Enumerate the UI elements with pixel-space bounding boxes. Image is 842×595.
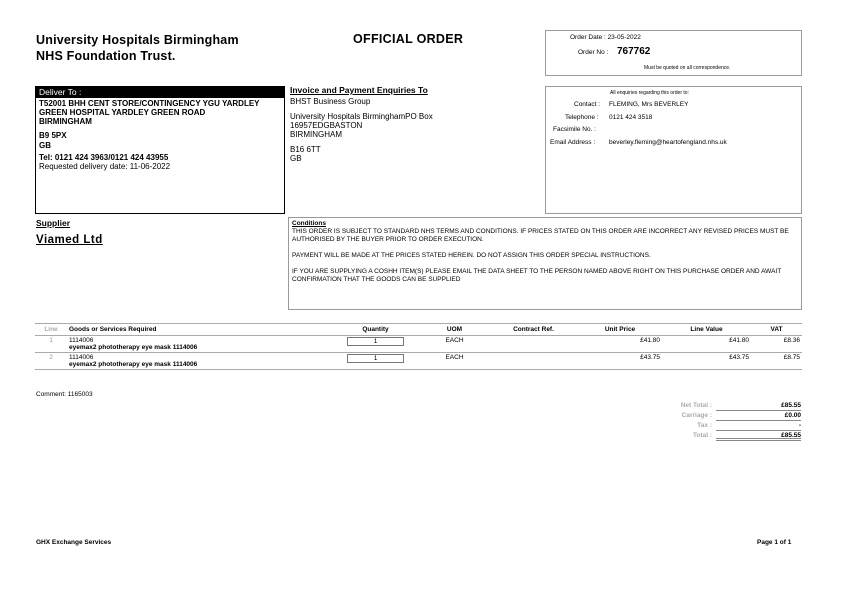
invoice-box	[288, 86, 544, 214]
invoice-city: BIRMINGHAM	[290, 130, 342, 139]
grand-total-label: Total :	[692, 432, 712, 439]
carriage-label: Carriage :	[681, 412, 712, 419]
net-total-label: Net Total :	[680, 402, 712, 409]
deliver-country: GB	[39, 141, 51, 150]
row-line-value: £41.80	[662, 336, 751, 353]
email-label: Email Address :	[550, 139, 596, 146]
supplier-name: Viamed Ltd	[36, 234, 103, 246]
col-goods: Goods or Services Required	[67, 324, 331, 336]
deliver-address-line: T52001 BHH CENT STORE/CONTINGENCY YGU YARDLEY GREEN HOSPITAL YARDLEY GREEN ROAD	[39, 99, 260, 117]
document-title: OFFICIAL ORDER	[353, 32, 464, 46]
row-goods	[67, 336, 331, 353]
conditions-heading: Conditions	[292, 220, 326, 227]
row-unit-price: £41.80	[578, 336, 662, 353]
organisation-name	[36, 32, 239, 64]
invoice-line-1: BHST Business Group	[290, 97, 371, 106]
order-comment: Comment: 1165003	[36, 391, 93, 398]
invoice-line-2: University Hospitals BirminghamPO Box 16957EDGBASTON	[290, 112, 433, 130]
requested-delivery-date: Requested delivery date: 11-06-2022	[39, 162, 171, 171]
contact-box	[545, 86, 802, 214]
row-vat: £8.36	[751, 336, 802, 353]
invoice-heading: Invoice and Payment Enquiries To	[290, 85, 428, 95]
row-code: 1114006	[69, 354, 94, 361]
col-vat: VAT	[751, 324, 802, 336]
footer-left: GHX Exchange Services	[36, 539, 112, 546]
org-line-2: NHS Foundation Trust.	[36, 49, 176, 63]
email-value[interactable]: beverley.fleming@heartofengland.nhs.uk	[609, 139, 727, 146]
totals-block	[640, 401, 801, 441]
row-unit-price: £43.75	[578, 353, 662, 370]
order-info-box	[545, 30, 802, 76]
deliver-telephone: Tel: 0121 424 3963/0121 424 43955	[39, 152, 169, 162]
supplier-heading: Supplier	[36, 218, 71, 228]
row-uom: EACH	[420, 353, 489, 370]
col-quantity: Quantity	[331, 324, 420, 336]
conditions-box	[288, 217, 802, 310]
deliver-to-heading: Deliver To :	[36, 87, 284, 98]
row-line: 1	[35, 336, 67, 353]
contact-value: FLEMING, Mrs BEVERLEY	[609, 101, 689, 108]
order-items-table	[35, 323, 802, 370]
row-quantity: 1	[347, 337, 404, 346]
deliver-postcode: B9 5PX	[39, 130, 67, 140]
net-total-row	[640, 401, 801, 411]
conditions-paragraph-3: IF YOU ARE SUPPLYING A COSHH ITEM(S) PLEASE EMAIL THE DATA SHEET TO THE PERSON NAMED ABOVE RIGHT ON THIS PURCHASE ORDER AND AWAIT CONFIRMATION THAT THE GOODS CAN BE SUPPLIED	[292, 268, 782, 283]
row-contract	[489, 353, 578, 370]
grand-total-value: £85.55	[716, 431, 801, 441]
row-uom: EACH	[420, 336, 489, 353]
grand-total-row	[640, 431, 801, 441]
conditions-paragraph-2: PAYMENT WILL BE MADE AT THE PRICES STATED HEREIN. DO NOT ASSIGN THIS ORDER SPECIAL INSTRUCTIONS.	[292, 252, 651, 259]
tax-label: Tax :	[697, 422, 712, 429]
table-row	[35, 336, 802, 353]
row-vat: £8.75	[751, 353, 802, 370]
conditions-paragraph-1: THIS ORDER IS SUBJECT TO STANDARD NHS TERMS AND CONDITIONS. IF PRICES STATED ON THIS ORDER ARE INCORRECT ANY REVISED PRICES MUST BE AUTHORISED BY THE BUYER PRIOR TO ORDER EXECUTION.	[292, 228, 789, 243]
row-description: eyemax2 phototherapy eye mask 1114006	[69, 344, 198, 351]
deliver-to-box	[35, 86, 285, 214]
facsimile-label: Facsimile No. :	[553, 126, 596, 133]
col-line: Line	[35, 324, 67, 336]
order-no-label: Order No :	[578, 49, 609, 56]
invoice-country: GB	[290, 154, 302, 163]
row-contract	[489, 336, 578, 353]
invoice-postcode: B16 6TT	[290, 145, 321, 154]
contact-label: Contact :	[574, 101, 601, 108]
carriage-value: £0.00	[716, 411, 801, 421]
page-number: Page 1 of 1	[757, 539, 792, 546]
telephone-value: 0121 424 3518	[609, 114, 653, 121]
row-line: 2	[35, 353, 67, 370]
row-line-value: £43.75	[662, 353, 751, 370]
org-line-1: University Hospitals Birmingham	[36, 33, 239, 47]
net-total-value: £85.55	[716, 401, 801, 411]
telephone-label: Telephone :	[565, 114, 599, 121]
col-unit-price: Unit Price	[578, 324, 662, 336]
tax-value: -	[716, 421, 801, 431]
row-quantity: 1	[347, 354, 404, 363]
order-date: Order Date : 23-05-2022	[570, 34, 641, 41]
deliver-city: BIRMINGHAM	[39, 117, 92, 126]
col-contract: Contract Ref.	[489, 324, 578, 336]
order-no-note: Must be quoted on all correspondence.	[644, 65, 731, 71]
row-goods	[67, 353, 331, 370]
col-uom: UOM	[420, 324, 489, 336]
table-row	[35, 353, 802, 370]
row-description: eyemax2 phototherapy eye mask 1114006	[69, 361, 198, 368]
col-line-value: Line Value	[662, 324, 751, 336]
carriage-row	[640, 411, 801, 421]
row-code: 1114006	[69, 337, 94, 344]
tax-row	[640, 421, 801, 431]
contact-note: All enquiries regarding this order to:	[610, 90, 689, 96]
order-no-value: 767762	[617, 46, 651, 57]
table-header-row	[35, 324, 802, 336]
